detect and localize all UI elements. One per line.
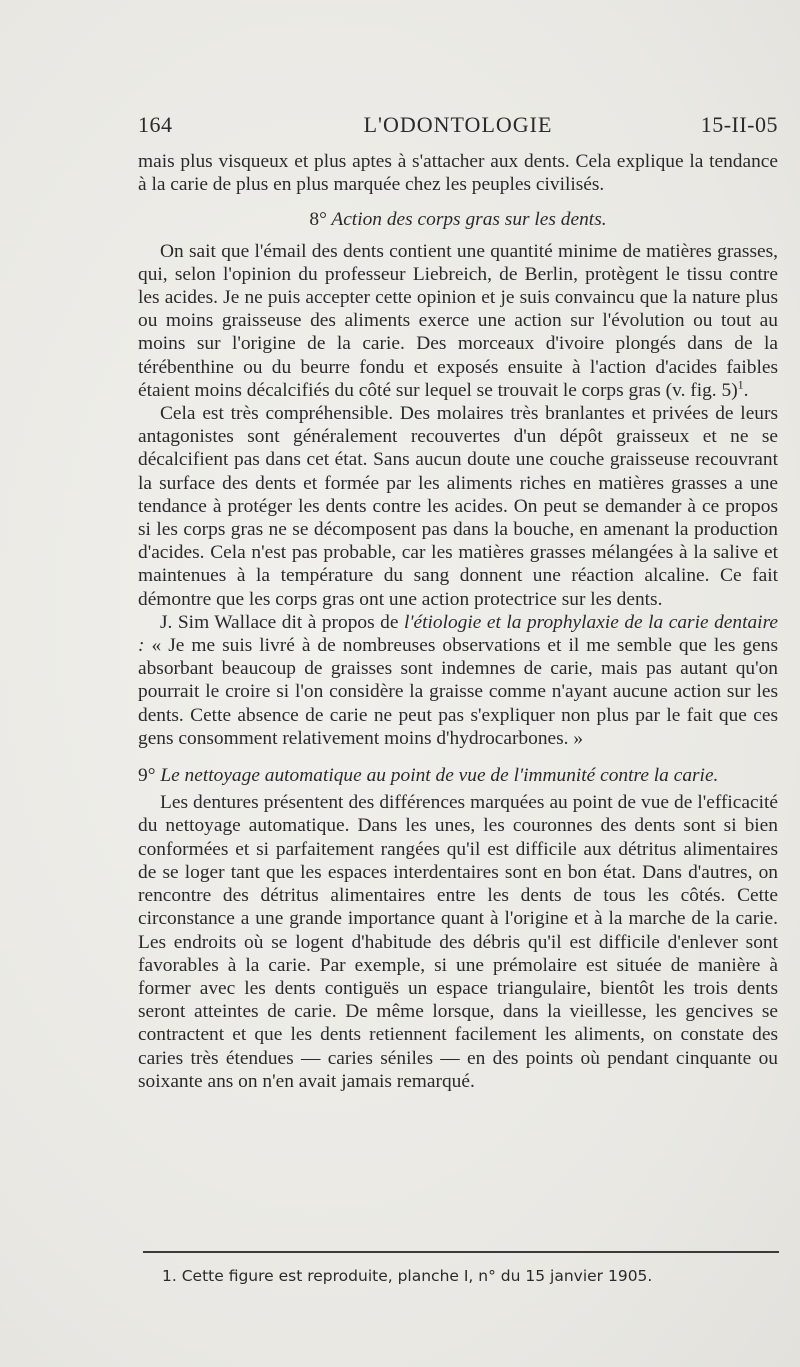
section-title: Action des corps gras sur les dents. xyxy=(331,209,607,231)
paragraph xyxy=(138,611,778,750)
paragraph-text: On sait que l'émail des dents contient une quantité minime de matières grasses, qui, selon l'opinion du professeur Liebreich, de Berlin, protègent le tissu contre les acides. Je ne puis accepter cette opinion et je suis convaincu que la nature plus ou moins graisseuse des aliments exerce une action sur l'évolution ou tout au moins sur l'origine de la carie. Des morceaux d'ivoire plongés dans de la térébenthine ou du beurre fondu et exposés ensuite à l'action d'acides faibles étaient moins décalcifiés du côté sur lequel se trouvait le corps gras (v. fig. 5) xyxy=(138,240,778,401)
issue-date: 15-II-05 xyxy=(700,112,778,137)
journal-title: L'ODONTOLOGIE xyxy=(363,112,553,137)
cited-title: l'étiologie et la prophylaxie de la carie dentaire : xyxy=(138,611,779,657)
quotation: « Je me suis livré à de nombreuses observations et il me semble que les gens absorbant beaucoup de graisses sont indemnes de carie, mais pas autant qu'on pourrait le croire si l'on considère la graisse comme n'ayant aucune action sur les dents. Cette absence de carie ne peut pas s'expliquer non plus par le fait que ces gens consomment relativement moins d'hydrocarbones. » xyxy=(138,635,778,749)
section-number: 9° xyxy=(138,765,156,787)
paragraph-end: . xyxy=(743,379,749,401)
running-header xyxy=(138,112,778,140)
paragraph-text: J. Sim Wallace dit à propos de xyxy=(160,611,404,633)
section-heading-8 xyxy=(138,208,778,231)
body-text xyxy=(138,150,778,1093)
section-title: Le nettoyage automatique au point de vue de l'immunité contre la carie. xyxy=(160,765,719,787)
footnote-rule xyxy=(143,1251,779,1253)
page-number: 164 xyxy=(138,112,173,137)
paragraph-continued: mais plus visqueux et plus aptes à s'attacher aux dents. Cela explique la tendance à la carie de plus en plus marquée chez les peuples civilisés. xyxy=(138,151,778,196)
paragraph: Les dentures présentent des différences marquées au point de vue de l'efficacité du nettoyage automatique. Dans les unes, les couronnes des dents sont si bien conformées et si parfaitement rangées qu'il est difficile aux détritus alimentaires de se loger tant que les espaces interdentaires sont en bon état. Dans d'autres, on rencontre des détritus alimentaires entre les dents de tous les côtés. Cette circonstance a une grande importance quant à l'origine et à la marche de la carie. Les endroits où se logent d'habitude des débris qu'il est difficile d'enlever sont favorables à la carie. Par exemple, si une prémolaire est située de manière à former avec les dents contiguës un espace triangulaire, bientôt les trois dents seront atteintes de carie. De même lorsque, dans la vieillesse, les gencives se contractent et que les dents retiennent facilement les aliments, on constate des caries très étendues — caries séniles — en des points où pendant cinquante ou soixante ans on n'en avait jamais remarqué. xyxy=(138,792,778,1092)
footnote: 1. Cette figure est reproduite, planche I, n° du 15 janvier 1905. xyxy=(162,1267,653,1285)
paragraph xyxy=(138,240,778,402)
section-heading-9 xyxy=(138,764,778,787)
paragraph: Cela est très compréhensible. Des molaires très branlantes et privées de leurs antagonistes sont généralement recouvertes d'un dépôt graisseux et ne se décalcifient pas dans cet état. Sans aucun doute une couche graisseuse recouvrant la surface des dents et formée par les aliments riches en matières grasses a une tendance à protéger les dents contre les acides. On peut se demander à ce propos si les corps gras ne se décomposent pas dans la bouche, en amenant la production d'acides. Cela n'est pas probable, car les matières grasses mélangées à la salive et maintenues à la température du sang donnent une réaction alcaline. Ce fait démontre que les corps gras ont une action protectrice sur les dents. xyxy=(138,403,778,610)
section-number: 8° xyxy=(309,209,327,231)
footnote-ref: 1 xyxy=(737,377,744,392)
